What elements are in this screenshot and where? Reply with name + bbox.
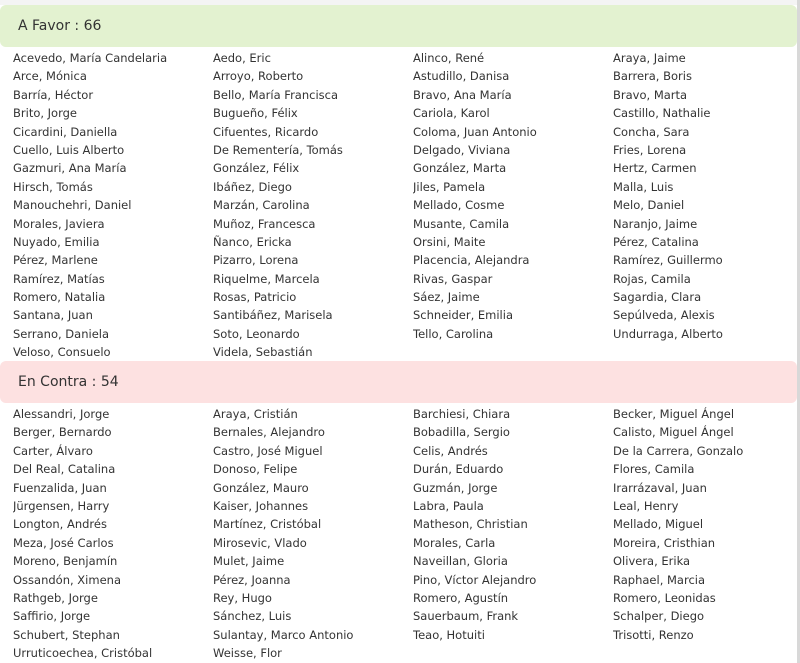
voter-name: González, Marta [413,161,507,176]
voter-name: Sulantay, Marco Antonio [213,627,354,642]
voter-name: Celis, Andrés [413,443,488,458]
voter-name: Berger, Bernardo [13,425,112,440]
voter-name: Bravo, Ana María [413,87,512,102]
contra-separator: : [87,374,101,390]
voter-name: Pérez, Joanna [213,572,291,587]
voter-name: Bello, María Francisca [213,87,339,102]
voter-name: Castillo, Nathalie [613,106,711,121]
voter-name: Arroyo, Roberto [213,69,304,84]
voter-name: Romero, Natalia [13,290,106,305]
voter-name: Rojas, Camila [613,271,691,286]
voter-name: Malla, Luis [613,179,674,194]
voter-name: Morales, Javiera [13,216,105,231]
voter-name: Santibáñez, Marisela [213,308,333,323]
voter-name: Orsini, Maite [413,234,486,249]
voter-name: Hirsch, Tomás [13,179,93,194]
voter-name: Matheson, Christian [413,517,528,532]
voter-name: Naranjo, Jaime [613,216,698,231]
voter-name: Romero, Agustín [413,590,509,605]
voter-name: Brito, Jorge [13,106,77,121]
voter-name: Moreira, Cristhian [613,535,716,550]
voter-name: Longton, Andrés [13,517,107,532]
voter-name: Rivas, Gaspar [413,271,493,286]
voter-name: Videla, Sebastián [213,345,313,360]
voter-name: Barchiesi, Chiara [413,407,511,421]
voter-name: Cifuentes, Ricardo [213,124,319,139]
voter-name: Pizarro, Lorena [213,253,299,268]
contra-names-grid [13,405,797,662]
favor-names-grid [13,49,797,362]
contra-label: En Contra [18,374,88,390]
voter-name: Calisto, Miguel Ángel [613,425,734,440]
voter-name: Labra, Paula [413,498,484,513]
voter-name: Hertz, Carmen [613,161,697,176]
voter-name: Ramírez, Guillermo [613,253,723,268]
favor-label: A Favor [18,18,70,34]
voter-name: Alinco, René [413,51,485,65]
voter-name: Mulet, Jaime [213,554,285,569]
voter-name: Bugueño, Félix [213,106,298,121]
voter-name: Urruticoechea, Cristóbal [13,646,153,661]
voter-name: Araya, Cristián [213,407,298,421]
voter-name: Durán, Eduardo [413,462,504,477]
voter-name: Arce, Mónica [13,69,87,84]
voter-name: Barrera, Boris [613,69,692,84]
favor-header [0,5,797,47]
voter-name: Donoso, Felipe [213,462,298,477]
voter-name: Ramírez, Matías [13,271,105,286]
voter-name: Riquelme, Marcela [213,271,320,286]
voter-name: De Rementería, Tomás [213,142,343,157]
voter-name: Melo, Daniel [613,198,685,213]
voter-name: Muñoz, Francesca [213,216,316,231]
voter-name: Pérez, Marlene [13,253,98,268]
voter-name: Becker, Miguel Ángel [613,407,735,421]
voter-name: Martínez, Cristóbal [213,517,322,532]
voter-name: Ibáñez, Diego [213,179,292,194]
voter-name: Saffirio, Jorge [13,609,91,624]
voter-name: Marzán, Carolina [213,198,310,213]
voter-name: Naveillan, Gloria [413,554,508,569]
voter-name: Veloso, Consuelo [13,345,111,360]
voter-name: Santana, Juan [13,308,93,323]
voter-name: Soto, Leonardo [213,326,300,341]
voter-name: Ñanco, Ericka [213,234,292,249]
voter-name: Aedo, Eric [213,51,271,65]
contra-count: 54 [100,374,119,390]
voter-name: Bernales, Alejandro [213,425,325,440]
voter-name: Manouchehri, Daniel [13,198,132,213]
voter-name: Astudillo, Danisa [413,69,510,84]
voter-name: Cariola, Karol [413,106,490,121]
voter-name: Rey, Hugo [213,590,272,605]
voter-name: Coloma, Juan Antonio [413,124,537,139]
voter-name: Alessandri, Jorge [13,407,110,421]
voter-name: Olivera, Erika [613,554,691,569]
voter-name: Flores, Camila [613,462,695,477]
voter-name: Jürgensen, Harry [13,498,110,513]
voter-name: Mirosevic, Vlado [213,535,307,550]
voter-name: Sauerbaum, Frank [413,609,519,624]
voter-name: Morales, Carla [413,535,496,550]
voter-name: González, Félix [213,161,300,176]
voter-name: Carter, Álvaro [13,443,93,458]
voter-name: Serrano, Daniela [13,326,110,341]
voter-name: Weisse, Flor [213,646,282,661]
voter-name: Cicardini, Daniella [13,124,118,139]
voter-name: Romero, Leonidas [613,590,716,605]
contra-header [0,361,797,403]
voter-name: Bobadilla, Sergio [413,425,510,440]
voter-name: Bravo, Marta [613,87,688,102]
voter-name: Kaiser, Johannes [213,498,309,513]
voter-name: Rosas, Patricio [213,290,297,305]
voter-name: Schneider, Emilia [413,308,513,323]
voter-name: Moreno, Benjamín [13,554,118,569]
voter-name: Acevedo, María Candelaria [13,51,168,65]
favor-separator: : [69,18,84,34]
voter-name: Sagardia, Clara [613,290,702,305]
voter-name: Castro, José Miguel [213,443,323,458]
voter-name: Schalper, Diego [613,609,705,624]
voter-name: De la Carrera, Gonzalo [613,443,744,458]
voter-name: Trisotti, Renzo [613,627,694,642]
voter-name: Sepúlveda, Alexis [613,308,715,323]
voter-name: Undurraga, Alberto [613,326,723,341]
voter-name: Nuyado, Emilia [13,234,100,249]
voter-name: Meza, José Carlos [13,535,114,550]
voter-name: Concha, Sara [613,124,690,139]
voter-name: Raphael, Marcia [613,572,706,587]
voter-name: Sáez, Jaime [413,290,480,305]
voter-name: Jiles, Pamela [413,179,486,194]
voter-name: Mellado, Miguel [613,517,704,532]
voter-name: Gazmuri, Ana María [13,161,127,176]
voter-name: Irarrázaval, Juan [613,480,707,495]
voter-name: Araya, Jaime [613,51,686,65]
voter-name: Pérez, Catalina [613,234,699,249]
voter-name: Mellado, Cosme [413,198,505,213]
voter-name: Fries, Lorena [613,142,687,157]
favor-count: 66 [83,18,102,34]
voter-name: Delgado, Viviana [413,142,511,157]
voter-name: Leal, Henry [613,498,679,513]
voter-name: Tello, Carolina [413,326,494,341]
voter-name: Guzmán, Jorge [413,480,498,495]
voter-name: Schubert, Stephan [13,627,120,642]
voter-name: Sánchez, Luis [213,609,292,624]
voter-name: Musante, Camila [413,216,510,231]
voter-name: Barría, Héctor [13,87,94,102]
voter-name: Del Real, Catalina [13,462,116,477]
voter-name: Placencia, Alejandra [413,253,530,268]
voter-name: González, Mauro [213,480,309,495]
voter-name: Ossandón, Ximena [13,572,121,587]
voter-name: Teao, Hotuiti [413,627,485,642]
voter-name: Pino, Víctor Alejandro [413,572,537,587]
voter-name: Fuenzalida, Juan [13,480,107,495]
voter-name: Cuello, Luis Alberto [13,142,125,157]
voter-name: Rathgeb, Jorge [13,590,98,605]
